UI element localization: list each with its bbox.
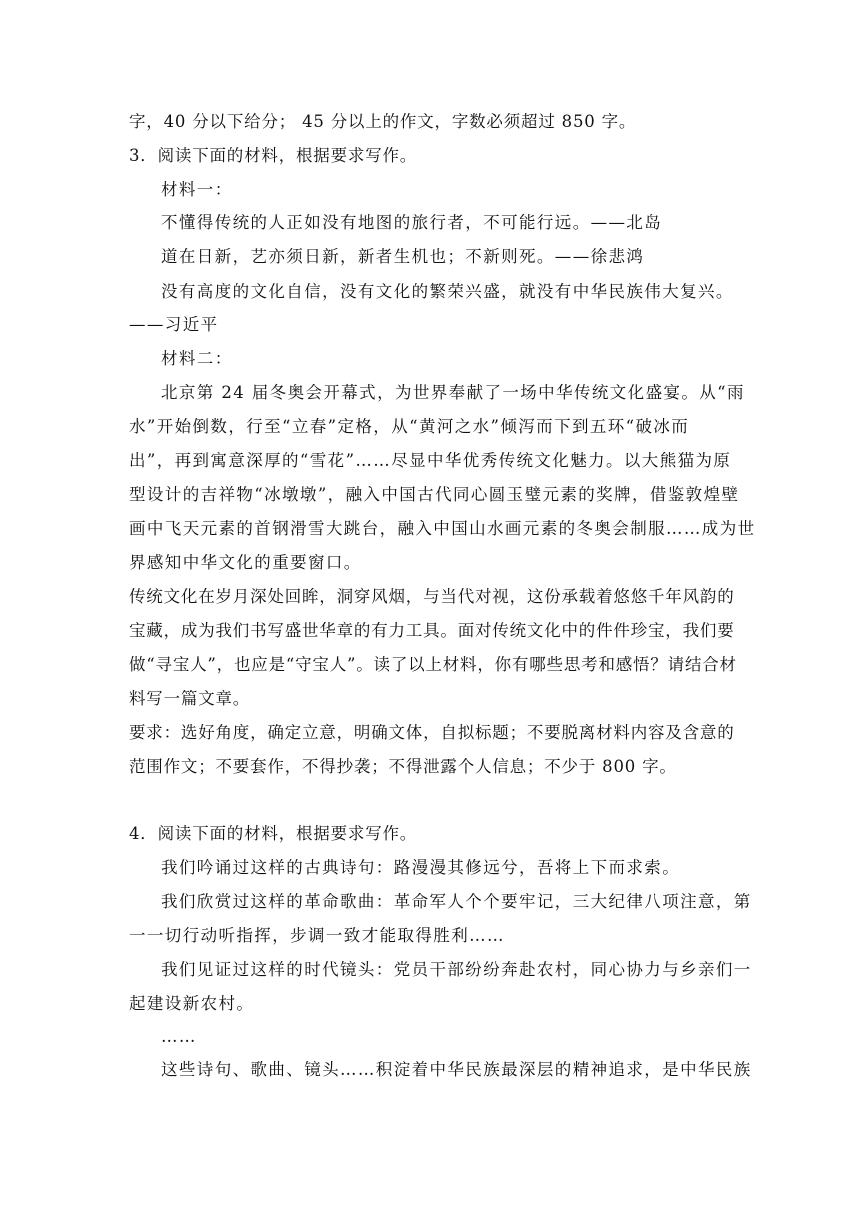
quote-xi-line-2: ——习近平 bbox=[129, 315, 219, 334]
quote-xi-line-1: 没有高度的文化自信，没有文化的繁荣兴盛，就没有中华民族伟大复兴。 bbox=[161, 282, 734, 301]
q4-line: 我们欣赏过这样的革命歌曲：革命军人个个要牢记，三大纪律八项注意，第 bbox=[161, 892, 752, 911]
q4-line: 我们吟诵过这样的古典诗句：路漫漫其修远兮，吾将上下而求索。 bbox=[161, 858, 681, 877]
quote-beidao: 不懂得传统的人正如没有地图的旅行者，不可能行远。——北岛 bbox=[161, 213, 663, 232]
material-1-label: 材料一： bbox=[161, 180, 233, 199]
requirements-line: 范围作文；不要套作，不得抄袭；不得泄露个人信息；不少于 800 字。 bbox=[129, 757, 677, 776]
prompt-line: 料写一篇文章。 bbox=[129, 689, 251, 708]
material-2-label: 材料二： bbox=[161, 349, 233, 368]
material-2-line: 型设计的吉祥物“冰墩墩”，融入中国古代同心圆玉璧元素的奖牌，借鉴敦煌壁 bbox=[129, 485, 740, 504]
prompt-line: 传统文化在岁月深处回眸，洞穿风烟，与当代对视，这份承载着悠悠千年风韵的 bbox=[129, 587, 735, 606]
question-4-heading: 4．阅读下面的材料，根据要求写作。 bbox=[129, 824, 418, 843]
requirements-line: 要求：选好角度，确定立意，明确文体，自拟标题；不要脱离材料内容及含意的 bbox=[129, 723, 735, 742]
material-2-line: 界感知中华文化的重要窗口。 bbox=[129, 553, 362, 572]
material-2-line: 画中飞天元素的首钢滑雪大跳台，融入中国山水画元素的冬奥会制服……成为世 bbox=[129, 519, 756, 538]
q4-ellipsis: …… bbox=[161, 1027, 197, 1046]
q4-line: 这些诗句、歌曲、镜头……积淀着中华民族最深层的精神追求，是中华民族 bbox=[161, 1060, 752, 1079]
material-2-line: 出”，再到寓意深厚的“雪花”……尽显中华优秀传统文化魅力。以大熊猫为原 bbox=[129, 451, 732, 470]
quote-xubeihong: 道在日新，艺亦须日新，新者生机也；不新则死。——徐悲鸿 bbox=[161, 247, 645, 266]
q4-line: 一一切行动听指挥，步调一致才能取得胜利…… bbox=[129, 926, 505, 945]
material-2-line: 北京第 24 届冬奥会开幕式，为世界奉献了一场中华传统文化盛宴。从“雨 bbox=[161, 383, 745, 402]
text-line: 字，40 分以下给分； 45 分以上的作文，字数必须超过 850 字。 bbox=[129, 112, 637, 131]
prompt-line: 宝藏，成为我们书写盛世华章的有力工具。面对传统文化中的件件珍宝，我们要 bbox=[129, 621, 735, 640]
q4-line: 起建设新农村。 bbox=[129, 994, 255, 1013]
prompt-line: 做“寻宝人”，也应是“守宝人”。读了以上材料，你有哪些思考和感悟？请结合材 bbox=[129, 655, 737, 674]
material-2-line: 水”开始倒数，行至“立春”定格，从“黄河之水”倾泻而下到五环“破冰而 bbox=[129, 417, 690, 436]
question-3-heading: 3．阅读下面的材料，根据要求写作。 bbox=[129, 146, 418, 165]
q4-line: 我们见证过这样的时代镜头：党员干部纷纷奔赴农村，同心协力与乡亲们一 bbox=[161, 960, 752, 979]
